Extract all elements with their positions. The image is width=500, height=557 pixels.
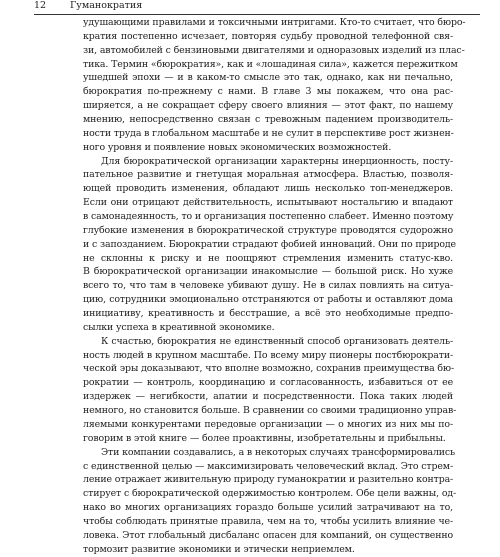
text-line: ющей проводить изменения, обладают лишь несколько топ-менеджеров. xyxy=(83,183,453,195)
text-line: пательное развитие и гнетущая моральная атмосфера. Властью, позволя- xyxy=(83,169,453,181)
text-line: ушедшей эпохи — и в каком-то смысле это так, однако, как ни печально, xyxy=(83,72,453,84)
running-title: Гуманократия xyxy=(70,0,143,11)
text-line: ческой эры доказывают, что вполне возможно, сохранив преимущества бю- xyxy=(83,363,455,375)
text-line: глубокие изменения в бюрократической структуре проводятся судорожно xyxy=(83,224,453,236)
text-line: с единственной целью — максимизировать человеческий вклад. Это стрем- xyxy=(83,460,453,472)
text-line: тика. Термин «бюрократия», как и «лошадиная сила», кажется пережитком xyxy=(83,58,458,70)
text-line: Если они отрицают действительность, испытывают ностальгию и впадают xyxy=(83,197,453,209)
text-line: инициативу, креативность и бесстрашие, а всё это необходимые предпо- xyxy=(83,308,453,320)
text-line: тормозит развитие экономики и этически неприемлем. xyxy=(83,543,355,555)
text-line: ность людей в крупном масштабе. По всему миру пионеры постбюрократи- xyxy=(83,349,453,361)
text-line: цию, сотрудники эмоционально отстраняются от работы и оставляют дома xyxy=(83,294,453,306)
text-line: не склонны к риску и не поощряют стремления изменить статус-кво. xyxy=(83,252,453,264)
running-header xyxy=(34,0,480,15)
text-line: В бюрократической организации инакомыслие — большой риск. Но хуже xyxy=(83,266,453,278)
text-line: сылки успеха в креативной экономике. xyxy=(83,321,275,333)
text-line: и с запозданием. Бюрократии страдают фобией инноваций. Они по природе xyxy=(83,238,456,250)
text-line: К счастью, бюрократия не единственный способ организовать деятель- xyxy=(101,335,453,347)
text-line: в самонадеянность, то и организация постепенно слабеет. Именно поэтому xyxy=(83,211,454,223)
text-line: ного уровня и появление новых экономических возможностей. xyxy=(83,141,392,153)
text-line: стирует с бюрократической одержимостью контролем. Обе цели важны, од- xyxy=(83,488,457,500)
text-line: ляемыми конкурентами передовые организации — о многих из них мы по- xyxy=(83,418,453,430)
text-line: Для бюрократической организации характерны инерционность, посту- xyxy=(101,155,453,167)
text-line: говорим в этой книге — более проактивны, изобретательны и прибыльны. xyxy=(83,432,446,444)
text-line: кратия постепенно исчезает, повторяя судьбу проводной телефонной свя- xyxy=(83,30,453,42)
page-number: 12 xyxy=(34,0,47,11)
text-line: мнению, непосредственно связан с тревожным падением производитель- xyxy=(83,114,453,126)
text-line: ловека. Этот глобальный дисбаланс опасен для компаний, он существенно xyxy=(83,529,453,541)
text-line: зи, автомобилей с бензиновыми двигателями и одноразовых изделий из плас- xyxy=(83,44,465,56)
body-text xyxy=(83,16,466,557)
text-line: чтобы соблюдать принятые правила, чем на то, чтобы усилить влияние че- xyxy=(83,515,453,527)
text-line: ление отражает живительную природу гуманократии и разительно контра- xyxy=(83,474,454,486)
text-line: издержек — негибкости, апатии и посредственности. Пока таких людей xyxy=(83,391,453,403)
text-line: ности труда в глобальном масштабе и не сулит в перспективе рост жизнен- xyxy=(83,127,454,139)
text-line: удушающими правилами и токсичными интригами. Кто-то считает, что бюро- xyxy=(83,17,466,28)
text-line: немного, но становится больше. В сравнении со своими традиционно управ- xyxy=(83,405,457,417)
text-line: Эти компании создавались, а в некоторых случаях трансформировались xyxy=(101,446,456,458)
text-line: бюрократия по-прежнему с нами. В главе 3 мы покажем, что она рас- xyxy=(83,86,453,98)
text-line: рократии — контроль, координацию и согласованность, избавиться от ее xyxy=(83,377,453,389)
text-line: всего то, что там в человеке убивают душу. Не в силах повлиять на ситуа- xyxy=(83,280,453,292)
text-line: нако во многих организациях гораздо больше усилий затрачивают на то, xyxy=(83,502,453,514)
text-line: ширяется, а не сокращает сферу своего влияния — этот факт, по нашему xyxy=(83,100,453,112)
